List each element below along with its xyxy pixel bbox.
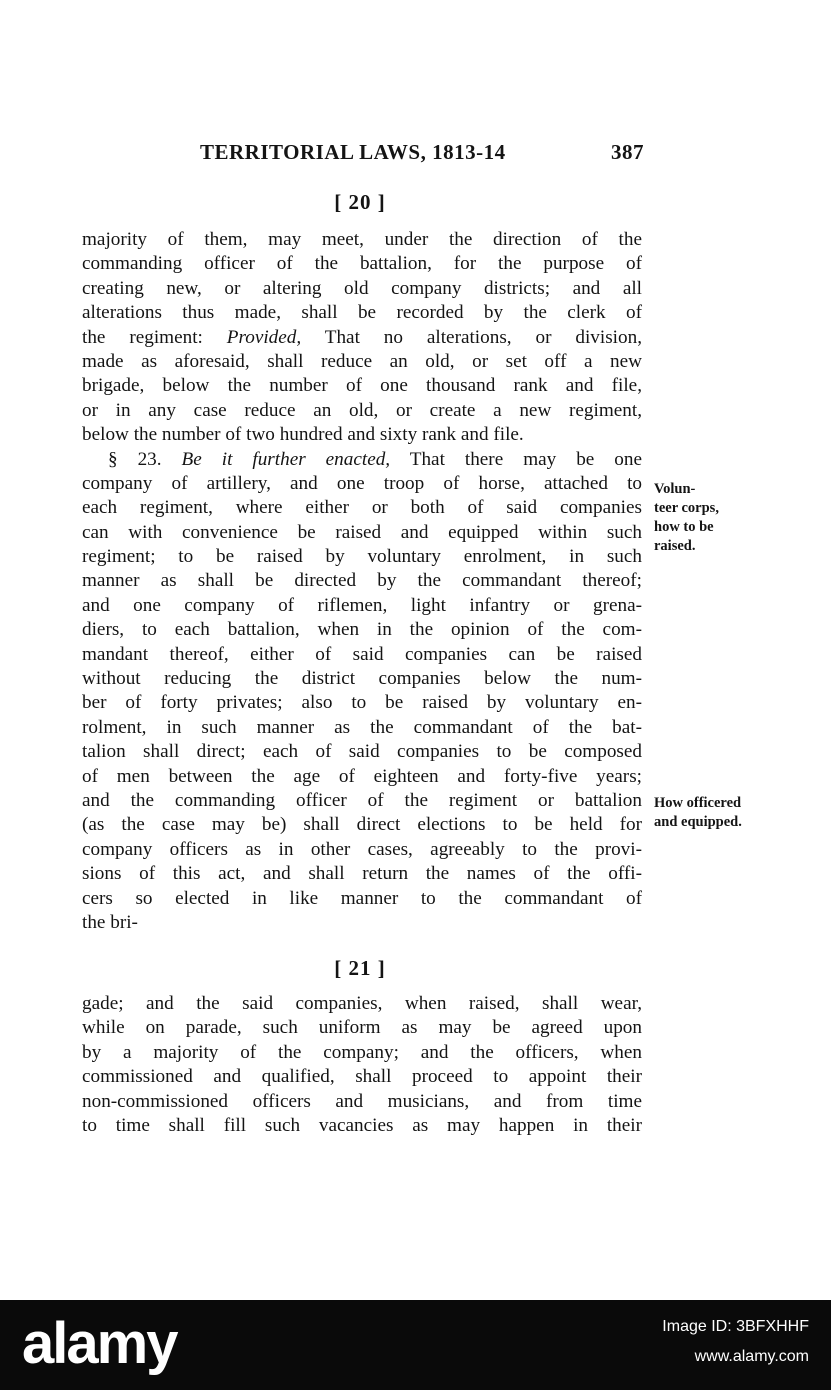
margin-note-line: Volun- <box>654 481 696 497</box>
text-line: commissioned and qualified, shall proceed to appoint their <box>82 1066 642 1088</box>
text-line: majority of them, may meet, under the direction of the <box>82 229 642 250</box>
text-line: cers so elected in like manner to the commandant of <box>82 887 642 909</box>
text-line: of men between the age of eighteen and forty-five years; <box>82 765 642 787</box>
text-line: each regiment, where either or both of said companies <box>82 497 642 519</box>
text-line: without reducing the district companies below the num- <box>82 668 642 690</box>
alamy-logo: alamy <box>22 1311 177 1376</box>
page-marker-20: [ 20 ] <box>334 190 386 214</box>
text-line: rolment, in such manner as the commandant of the bat- <box>82 716 642 738</box>
text-line: ber of forty privates; also to be raised by voluntary en- <box>82 692 642 714</box>
text-line: diers, to each battalion, when in the opinion of the com- <box>82 619 642 641</box>
text-block-1 <box>82 228 642 935</box>
text-line: while on parade, such uniform as may be agreed upon <box>82 1017 642 1039</box>
page-marker-21: [ 21 ] <box>334 956 386 980</box>
text-line: the regiment: Provided, That no alterations, or division, <box>82 326 642 348</box>
margin-note-line: and equipped. <box>654 814 742 830</box>
margin-note-line: raised. <box>654 538 696 554</box>
text-line: regiment; to be raised by voluntary enrolment, in such <box>82 546 642 568</box>
page-number: 387 <box>611 140 644 164</box>
text-line: the bri- <box>82 911 138 933</box>
margin-note-line: teer corps, <box>654 500 719 516</box>
emphasis: Provided, <box>226 326 302 348</box>
text-line: and the commanding officer of the regiment or battalion <box>82 789 642 811</box>
text-line: non-commissioned officers and musicians, and from time <box>82 1090 642 1112</box>
text-block-2 <box>82 992 642 1138</box>
margin-note-line: How officered <box>654 795 742 811</box>
text-line: to time shall fill such vacancies as may happen in their <box>82 1114 642 1136</box>
running-header <box>200 140 644 165</box>
text-line: brigade, below the number of one thousand rank and file, <box>82 375 642 397</box>
margin-note-how-officered <box>654 794 742 832</box>
text-line: mandant thereof, either of said companies can be raised <box>82 643 642 665</box>
text-line: gade; and the said companies, when raised, shall wear, <box>82 993 642 1014</box>
running-title: TERRITORIAL LAWS, 1813-14 <box>200 140 506 164</box>
text-line: can with convenience be raised and equipped within such <box>82 521 642 543</box>
section-23-start: § 23. Be it further enacted, That there may be one <box>108 448 642 470</box>
watermark-banner <box>0 1300 831 1390</box>
emphasis: Be it further enacted, <box>181 448 391 470</box>
text-line: commanding officer of the battalion, for the purpose of <box>82 253 642 275</box>
text-line: alterations thus made, shall be recorded by the clerk of <box>82 302 642 324</box>
text-line: talion shall direct; each of said companies to be composed <box>82 741 642 763</box>
text-line: made as aforesaid, shall reduce an old, or set off a new <box>82 350 642 372</box>
text-line: creating new, or altering old company districts; and all <box>82 277 642 299</box>
watermark-url: www.alamy.com <box>694 1348 809 1365</box>
image-id-label: Image ID: 3BFXHHF <box>662 1318 809 1335</box>
margin-note-line: how to be <box>654 519 714 535</box>
text-line: or in any case reduce an old, or create a new regiment, <box>82 399 642 421</box>
margin-note-volunteer-corps <box>654 480 719 556</box>
text-line: company of artillery, and one troop of horse, attached to <box>82 472 642 494</box>
text-line: sions of this act, and shall return the names of the offi- <box>82 863 642 885</box>
text-line: below the number of two hundred and sixty rank and file. <box>82 424 524 446</box>
text-line: (as the case may be) shall direct elections to be held for <box>82 814 642 836</box>
text-line: and one company of riflemen, light infantry or grena- <box>82 594 642 616</box>
text-line: by a majority of the company; and the officers, when <box>82 1041 642 1063</box>
text-line: company officers as in other cases, agreeably to the provi- <box>82 838 642 860</box>
text-line: manner as shall be directed by the commandant thereof; <box>82 570 642 592</box>
